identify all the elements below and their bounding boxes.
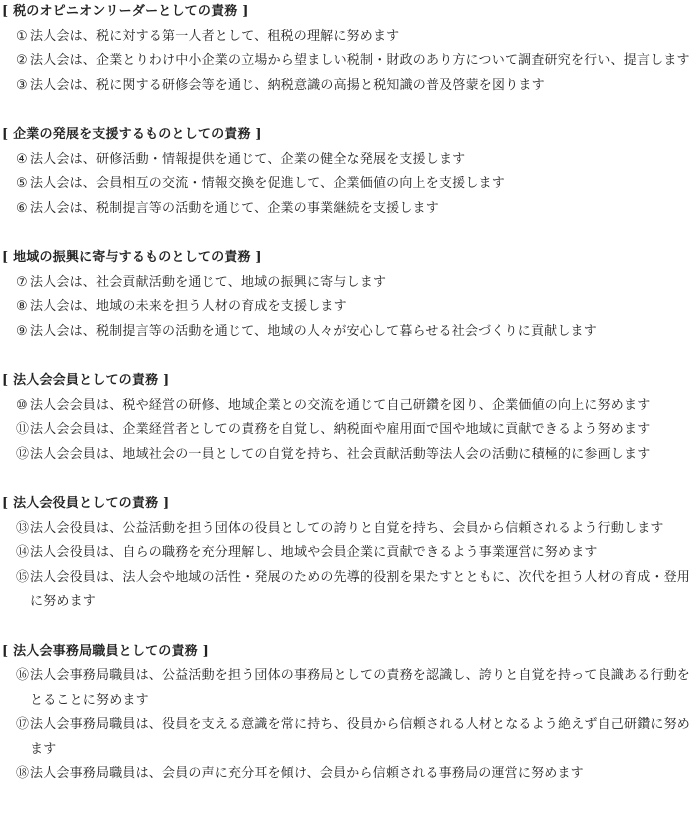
list-item	[2, 74, 694, 99]
list-item	[2, 49, 694, 74]
list-item	[2, 25, 694, 50]
section-heading: [ 法人会事務局職員としての責務 ]	[2, 643, 209, 659]
list-item	[2, 197, 694, 222]
item-number: ⑫	[16, 446, 30, 462]
item-text: 法人会役員は、自らの職務を充分理解し、地域や会員企業に貢献できるよう事業運営に努めます	[30, 545, 598, 560]
list-item	[2, 517, 694, 542]
list-item	[2, 295, 694, 320]
item-number: ⑱	[16, 766, 30, 781]
item-number: ⑪	[16, 422, 30, 437]
item-text: 法人会会員は、税や経営の研修、地域企業との交流を通じて自己研鑽を図り、企業価値の向上に努めます	[30, 397, 651, 413]
item-number: ⑮	[16, 569, 30, 585]
list-item	[2, 418, 694, 443]
item-number: ⑬	[16, 520, 30, 536]
section-heading: [ 法人会役員としての責務 ]	[2, 496, 170, 511]
item-number: ⑯	[16, 668, 30, 683]
section-heading: [ 法人会会員としての責務 ]	[2, 373, 170, 388]
item-text: 法人会会員は、企業経営者としての責務を自覚し、納税面や雇用面で国や地域に貢献できるよう努めます	[30, 422, 651, 437]
section-business-support	[2, 123, 694, 221]
section-heading: [ 税のオピニオンリーダーとしての責務 ]	[2, 4, 249, 19]
item-text: 法人会は、社会貢献活動を通じて、地域の振興に寄与します	[30, 274, 387, 290]
section-officer	[2, 492, 694, 615]
item-text: 法人会事務局職員は、公益活動を担う団体の事務局としての責務を認識し、誇りと自覚を持って良識ある行動をとることに努めます	[30, 668, 691, 708]
section-heading: [ 地域の振興に寄与するものとしての責務 ]	[2, 250, 262, 265]
item-text: 法人会は、税制提言等の活動を通じて、企業の事業継続を支援します	[30, 200, 439, 216]
list-item	[2, 541, 694, 566]
list-item	[2, 566, 694, 615]
item-number: ⑰	[16, 717, 30, 732]
item-number: ⑩	[16, 397, 28, 413]
item-text: 法人会役員は、公益活動を担う団体の役員としての誇りと自覚を持ち、会員から信頼されるよう行動します	[30, 520, 664, 536]
item-text: 法人会は、企業とりわけ中小企業の立場から望ましい税制・財政のあり方について調査研究を行い、提言します	[30, 53, 690, 68]
item-number: ③	[16, 77, 28, 93]
item-text: 法人会会員は、地域社会の一員としての自覚を持ち、社会貢献活動等法人会の活動に積極的に参画します	[30, 446, 651, 462]
list-item	[2, 320, 694, 345]
item-text: 法人会役員は、法人会や地域の活性・発展のための先導的役割を果たすとともに、次代を担う人材の育成・登用に努めます	[30, 569, 691, 609]
item-text: 法人会は、研修活動・情報提供を通じて、企業の健全な発展を支援します	[30, 151, 466, 167]
list-item	[2, 271, 694, 296]
list-item	[2, 664, 694, 713]
list-item	[2, 172, 694, 197]
list-item	[2, 394, 694, 419]
item-text: 法人会は、会員相互の交流・情報交換を促進して、企業価値の向上を支援します	[30, 176, 505, 191]
list-item	[2, 443, 694, 468]
section-regional-promotion	[2, 246, 694, 344]
list-item	[2, 148, 694, 173]
item-number: ⑨	[16, 323, 28, 339]
item-number: ①	[16, 28, 28, 44]
list-item	[2, 762, 694, 787]
section-secretariat	[2, 640, 694, 787]
section-member	[2, 369, 694, 467]
item-text: 法人会は、地域の未来を担う人材の育成を支援します	[30, 299, 347, 314]
section-heading: [ 企業の発展を支援するものとしての責務 ]	[2, 127, 262, 142]
item-text: 法人会は、税に関する研修会等を通じ、納税意識の高揚と税知識の普及啓蒙を図ります	[30, 77, 545, 93]
item-text: 法人会は、税制提言等の活動を通じて、地域の人々が安心して暮らせる社会づくりに貢献します	[30, 323, 597, 339]
item-number: ⑦	[16, 274, 28, 290]
item-number: ④	[16, 151, 28, 167]
list-item	[2, 713, 694, 762]
item-text: 法人会事務局職員は、会員の声に充分耳を傾け、会員から信頼される事務局の運営に努めます	[30, 766, 584, 781]
item-number: ⑧	[16, 299, 28, 314]
item-text: 法人会は、税に対する第一人者として、租税の理解に努めます	[30, 28, 400, 44]
item-text: 法人会事務局職員は、役員を支える意識を常に持ち、役員から信頼される人材となるよう絶えず自己研鑽に努めます	[30, 717, 691, 757]
item-number: ⑤	[16, 176, 28, 191]
item-number: ②	[16, 53, 28, 68]
item-number: ⑥	[16, 200, 28, 216]
section-opinion-leader	[2, 0, 694, 98]
item-number: ⑭	[16, 545, 30, 560]
